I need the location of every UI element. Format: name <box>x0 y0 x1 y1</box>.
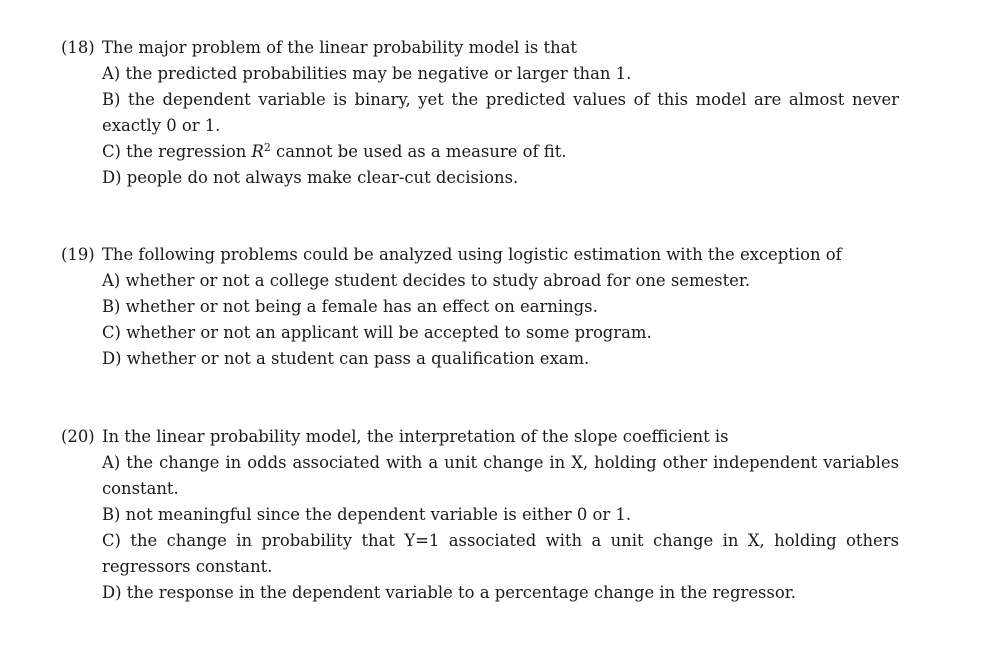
question-stem <box>61 424 901 450</box>
option-d: D) people do not always make clear-cut decisions. <box>102 168 519 187</box>
question-number: (19) <box>61 245 95 264</box>
question-stem <box>61 242 901 268</box>
question-text: In the linear probability model, the interpretation of the slope coefficient is <box>102 427 729 446</box>
option-b: B) not meaningful since the dependent variable is either 0 or 1. <box>102 505 632 524</box>
option-c-text-after: cannot be used as a measure of fit. <box>270 142 567 161</box>
option-b: B) whether or not being a female has an effect on earnings. <box>102 297 598 316</box>
answer-options <box>102 61 899 191</box>
r-squared-symbol: R <box>251 142 264 161</box>
answer-options <box>102 450 899 606</box>
option-c-text-before: C) the regression <box>102 142 252 161</box>
option-a: A) the predicted probabilities may be negative or larger than 1. <box>102 64 632 83</box>
question-number: (18) <box>61 38 95 57</box>
question-20 <box>61 424 901 606</box>
option-c: C) the change in probability that Y=1 associated with a unit change in X, holding others regressors constant. <box>102 531 899 576</box>
question-text: The following problems could be analyzed using logistic estimation with the exception of <box>102 245 842 264</box>
question-number: (20) <box>61 427 95 446</box>
superscript-two: 2 <box>263 141 271 154</box>
question-stem <box>61 35 901 61</box>
question-19 <box>61 242 901 372</box>
question-18 <box>61 35 901 191</box>
option-b: B) the dependent variable is binary, yet the predicted values of this model are almost never exactly 0 or 1. <box>102 90 899 135</box>
answer-options <box>102 268 899 372</box>
option-c: C) whether or not an applicant will be accepted to some program. <box>102 323 652 342</box>
option-a: A) the change in odds associated with a unit change in X, holding other independent variables constant. <box>102 453 899 498</box>
question-text: The major problem of the linear probability model is that <box>102 38 578 57</box>
option-d: D) whether or not a student can pass a qualification exam. <box>102 349 590 368</box>
option-c <box>102 139 899 165</box>
option-d: D) the response in the dependent variable to a percentage change in the regressor. <box>102 583 796 602</box>
option-a: A) whether or not a college student decides to study abroad for one semester. <box>102 271 751 290</box>
